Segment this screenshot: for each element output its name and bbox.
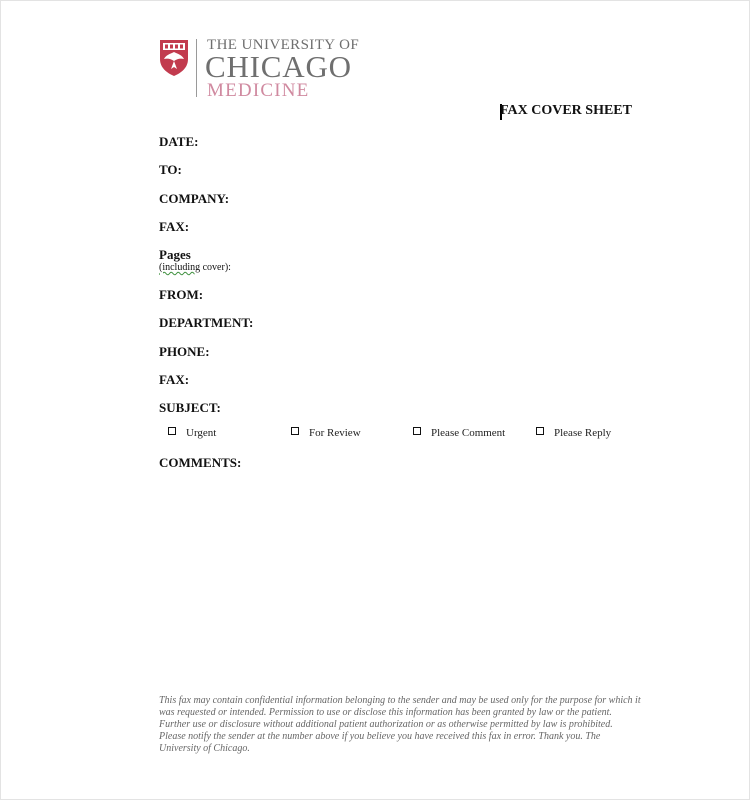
pages-field-label[interactable]: [159, 248, 231, 274]
checkbox-for-review-label: For Review: [309, 427, 361, 439]
logo-chicago: CHICAGO: [205, 49, 352, 84]
phone-field-label[interactable]: PHONE:: [159, 344, 210, 359]
logo-medicine: MEDICINE: [207, 80, 310, 101]
confidentiality-notice: This fax may contain confidential information belonging to the sender and may be used only for the purpose for which it was requested or intended. Permission to use or disclose this information has been granted by law or the patient. Further use or disclosure without additional patient authorization or as otherwise permitted by law is prohibited. Please notify the sender at the number above if you believe you have received this fax in error. Thank you. The University of Chicago.: [159, 695, 641, 754]
checkbox-please-comment-label: Please Comment: [431, 427, 506, 439]
pages-sublabel-including: (including: [159, 262, 201, 273]
checkbox-urgent[interactable]: [168, 427, 216, 440]
pages-sublabel: [159, 261, 231, 274]
logo-university-of: THE UNIVERSITY OF: [207, 37, 360, 53]
checkbox-please-comment[interactable]: [413, 427, 505, 440]
checkbox-icon[interactable]: [413, 427, 421, 435]
checkbox-please-reply[interactable]: [536, 427, 611, 440]
shield-icon: [159, 39, 189, 82]
checkbox-icon[interactable]: [536, 427, 544, 435]
fax-to-field-label[interactable]: FAX:: [159, 219, 190, 234]
from-field-label[interactable]: FROM:: [159, 287, 204, 302]
pages-label: Pages: [159, 247, 191, 262]
department-field-label[interactable]: DEPARTMENT:: [159, 315, 254, 330]
logo-divider: [196, 39, 197, 97]
to-field-label[interactable]: TO:: [159, 162, 182, 177]
date-field-label[interactable]: DATE:: [159, 134, 199, 149]
checkbox-for-review[interactable]: [291, 427, 361, 440]
checkbox-urgent-label: Urgent: [186, 427, 217, 439]
subject-field-label[interactable]: SUBJECT:: [159, 400, 221, 415]
page-title: FAX COVER SHEET: [500, 103, 632, 118]
comments-field-label[interactable]: COMMENTS:: [159, 455, 242, 470]
checkbox-please-reply-label: Please Reply: [554, 427, 612, 439]
company-field-label[interactable]: COMPANY:: [159, 191, 230, 206]
checkbox-icon[interactable]: [291, 427, 299, 435]
checkbox-icon[interactable]: [168, 427, 176, 435]
fax-from-field-label[interactable]: FAX:: [159, 372, 190, 387]
pages-sublabel-cover: cover):: [200, 262, 231, 273]
